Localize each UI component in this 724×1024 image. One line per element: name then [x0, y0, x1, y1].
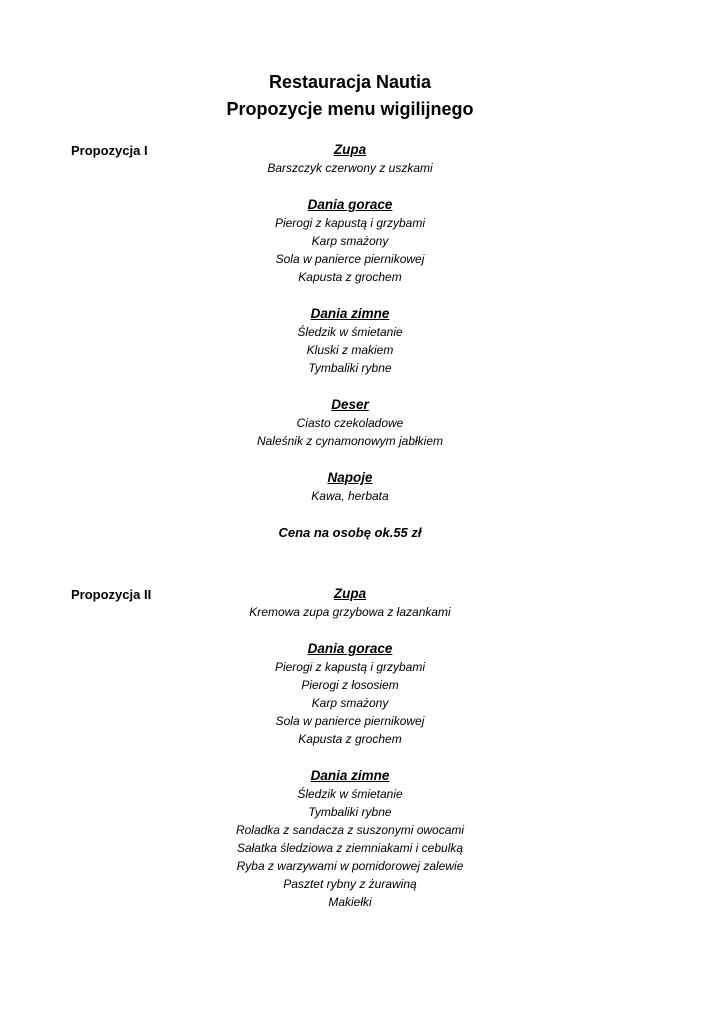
menu-item: Karp smażony	[311, 696, 389, 710]
section-heading: Zupa	[333, 586, 367, 601]
menu-item: Kawa, herbata	[311, 489, 389, 503]
menu-item: Sola w panierce piernikowej	[275, 714, 425, 728]
section-heading: Deser	[331, 397, 369, 412]
proposal-label: Propozycja II	[71, 587, 152, 602]
menu-item: Makiełki	[328, 895, 372, 909]
section-heading: Dania gorace	[307, 197, 393, 212]
section-heading: Napoje	[327, 470, 373, 485]
menu-item: Pasztet rybny z żurawiną	[283, 877, 417, 891]
section-heading: Dania zimne	[310, 306, 390, 321]
menu-proposal-1	[200, 141, 500, 542]
menu-item: Tymbaliki rybne	[308, 805, 392, 819]
menu-item: Kremowa zupa grzybowa z łazankami	[249, 605, 451, 619]
proposal-label: Propozycja I	[71, 143, 148, 158]
menu-item: Tymbaliki rybne	[308, 361, 392, 375]
menu-item: Pierogi z łososiem	[301, 678, 399, 692]
menu-item: Pierogi z kapustą i grzybami	[274, 660, 426, 674]
menu-item: Sola w panierce piernikowej	[275, 252, 425, 266]
menu-item: Barszczyk czerwony z uszkami	[267, 161, 433, 175]
menu-item: Ryba z warzywami w pomidorowej zalewie	[236, 859, 464, 873]
menu-item: Śledzik w śmietanie	[297, 787, 403, 801]
menu-item: Pierogi z kapustą i grzybami	[274, 216, 426, 230]
menu-proposal-2	[200, 585, 500, 911]
menu-item: Kluski z makiem	[306, 343, 394, 357]
page-title: Propozycje menu wigilijnego	[226, 99, 474, 119]
price-per-person: Cena na osobę ok.55 zł	[278, 525, 422, 540]
section-heading: Dania zimne	[310, 768, 390, 783]
restaurant-name: Restauracja Nautia	[268, 72, 432, 92]
section-heading: Zupa	[333, 142, 367, 157]
menu-item: Karp smażony	[311, 234, 389, 248]
menu-item: Roladka z sandacza z suszonymi owocami	[235, 823, 465, 837]
menu-item: Sałatka śledziowa z ziemniakami i cebulką	[236, 841, 464, 855]
menu-item: Ciasto czekoladowe	[296, 416, 404, 430]
menu-item: Naleśnik z cynamonowym jabłkiem	[256, 434, 444, 448]
menu-item: Kapusta z grochem	[298, 732, 402, 746]
section-heading: Dania gorace	[307, 641, 393, 656]
menu-item: Kapusta z grochem	[298, 270, 402, 284]
menu-item: Śledzik w śmietanie	[297, 325, 403, 339]
